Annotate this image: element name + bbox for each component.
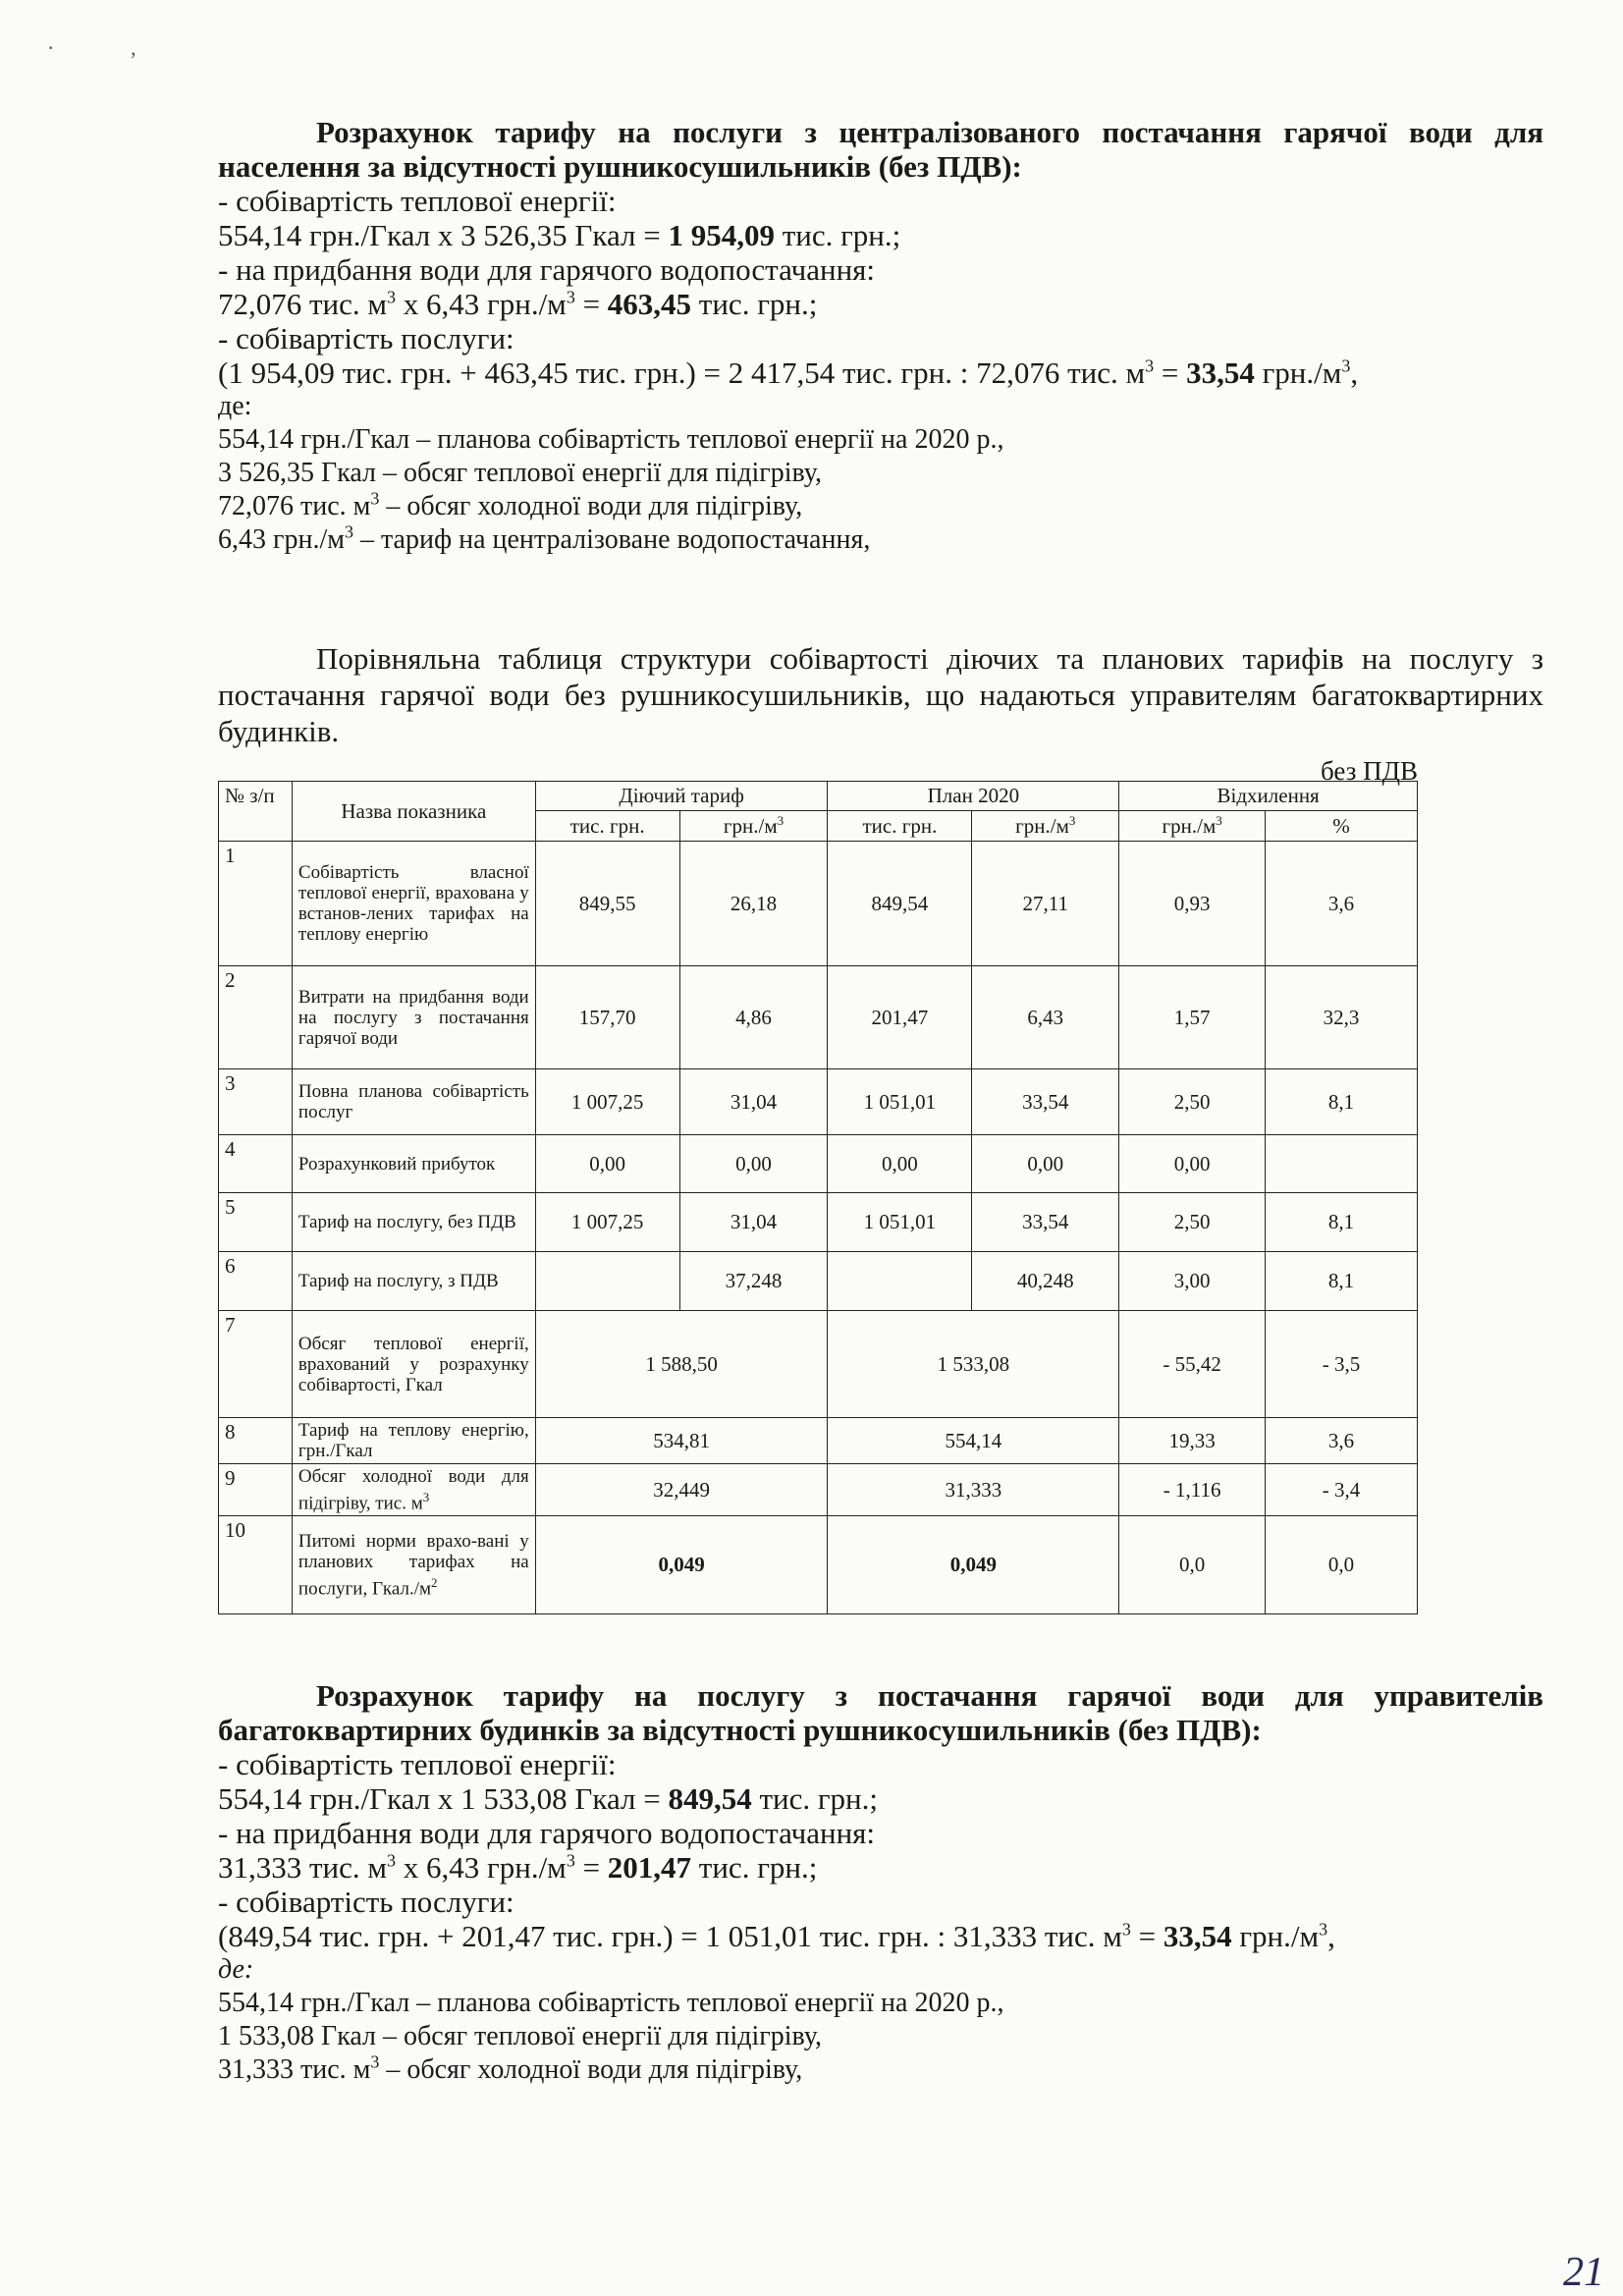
table-row: 2 Витрати на придбання води на послугу з постачання гарячої води 157,70 4,86 201,47 6,43 1,57 32,3 <box>219 966 1418 1069</box>
calc-note: 1 533,08 Гкал – обсяг теплової енергії для підігріву, <box>218 2021 822 2051</box>
calc-line: 72,076 тис. $м^3$ х 6,43 $грн./м^3 = 463,45$ тис. грн.; <box>218 287 818 321</box>
table-row: 9 Обсяг холодної води для підігріву, тис. $м^3$ 32,449 31,333 - 1,116 - 3,4 <box>219 1464 1418 1516</box>
calc-title: Розрахунок тарифу на послуги з централізованого постачання гарячої води для населення за відсутності рушникосушильників (без ПДВ): <box>218 115 1543 184</box>
col-header-uah-m3: $грн./м^3$ <box>972 811 1119 842</box>
col-header-plan: План 2020 <box>828 782 1119 811</box>
calc-note: 554,14 грн./Гкал – планова собівартість теплової енергії на 2020 р., <box>218 1988 1004 2018</box>
calc-line: (1 954,09 тис. грн. + 463,45 тис. грн.) = 2 417,54 тис. грн. : 72,076 тис. $м^3 = 33,54$ $грн./м^3$, <box>218 355 1359 390</box>
col-header-current: Діючий тариф <box>535 782 828 811</box>
col-header-pct: % <box>1266 811 1418 842</box>
table-intro: Порівняльна таблиця структури собівартості діючих та планових тарифів на послугу з постачання гарячої води без рушникосушильників, що надаються управителям багатоквартирних будинків. <box>218 641 1543 748</box>
table-header-row <box>219 782 1418 811</box>
table-row: 10 Питомі норми врахо-вані у планових тарифах на послуги, $Гкал./м^2$ 0,049 0,049 0,0 0,0 <box>219 1516 1418 1614</box>
col-header-name: Назва показника <box>292 782 535 842</box>
calc-block-managers <box>218 1678 1543 2087</box>
calc-line: - собівартість послуги: <box>218 321 514 355</box>
scan-speck: ‚ <box>130 35 137 60</box>
calc-note: 72,076 тис. $м^3$ – обсяг холодної води для підігріву, <box>218 488 803 521</box>
calc-line: (849,54 тис. грн. + 201,47 тис. грн.) = 1 051,01 тис. грн. : 31,333 тис. $м^3 = 33,54$ $грн./м^3$, <box>218 1919 1335 1953</box>
table-row: 4 Розрахунковий прибуток 0,00 0,00 0,00 0,00 0,00 <box>219 1135 1418 1193</box>
col-header-ths: тис. грн. <box>828 811 972 842</box>
calc-note: де: <box>218 1954 254 1985</box>
calc-note: 3 526,35 Гкал – обсяг теплової енергії для підігріву, <box>218 458 822 488</box>
calc-title: Розрахунок тарифу на послугу з постачання гарячої води для управителів багатоквартирних будинків за відсутності рушникосушильників (без ПДВ): <box>218 1678 1543 1747</box>
table-row: 3 Повна планова собівартість послуг 1 007,25 31,04 1 051,01 33,54 2,50 8,1 <box>219 1069 1418 1135</box>
calc-line: - собівартість теплової енергії: <box>218 1747 617 1781</box>
calc-line: - на придбання води для гарячого водопостачання: <box>218 252 876 287</box>
unit-note: без ПДВ <box>1321 756 1419 786</box>
col-header-uah-m3: $грн./м^3$ <box>1119 811 1266 842</box>
table-row: 6 Тариф на послугу, з ПДВ 37,248 40,248 3,00 8,1 <box>219 1252 1418 1311</box>
scan-speck: · <box>47 35 55 60</box>
comparison-table <box>218 781 1418 1614</box>
calc-note: де: <box>218 391 252 421</box>
calc-line: 31,333 тис. $м^3$ х 6,43 $грн./м^3 = 201,47$ тис. грн.; <box>218 1850 818 1885</box>
calc-note: 6,43 $грн./м^3$ – тариф на централізоване водопостачання, <box>218 521 871 555</box>
table-row: 7 Обсяг теплової енергії, врахований у розрахунку собівартості, Гкал 1 588,50 1 533,08 - 55,42 - 3,5 <box>219 1311 1418 1418</box>
table-row: 5 Тариф на послугу, без ПДВ 1 007,25 31,04 1 051,01 33,54 2,50 8,1 <box>219 1193 1418 1252</box>
calc-line: - собівартість послуги: <box>218 1885 514 1919</box>
calc-note: 31,333 тис. $м^3$ – обсяг холодної води для підігріву, <box>218 2051 803 2085</box>
calc-line: - собівартість теплової енергії: <box>218 184 617 218</box>
calc-line: 554,14 грн./Гкал х 3 526,35 Гкал = 1 954,09 тис. грн.; <box>218 218 901 252</box>
col-header-uah-m3: $грн./м^3$ <box>679 811 828 842</box>
table-row: 1 Собівартість власної теплової енергії, врахована у встанов-лених тарифах на теплову енергію 849,55 26,18 849,54 27,11 0,93 3,6 <box>219 842 1418 966</box>
col-header-deviation: Відхилення <box>1119 782 1418 811</box>
calc-line: - на придбання води для гарячого водопостачання: <box>218 1816 876 1850</box>
calc-block-population <box>218 115 1543 557</box>
page-number: 21 <box>1563 2250 1604 2295</box>
col-header-no: № з/п <box>219 782 293 842</box>
calc-note: 554,14 грн./Гкал – планова собівартість теплової енергії на 2020 р., <box>218 424 1004 455</box>
table-row: 8 Тариф на теплову енергію, грн./Гкал 534,81 554,14 19,33 3,6 <box>219 1418 1418 1464</box>
col-header-ths: тис. грн. <box>535 811 679 842</box>
calc-line: 554,14 грн./Гкал х 1 533,08 Гкал = 849,54 тис. грн.; <box>218 1781 879 1816</box>
